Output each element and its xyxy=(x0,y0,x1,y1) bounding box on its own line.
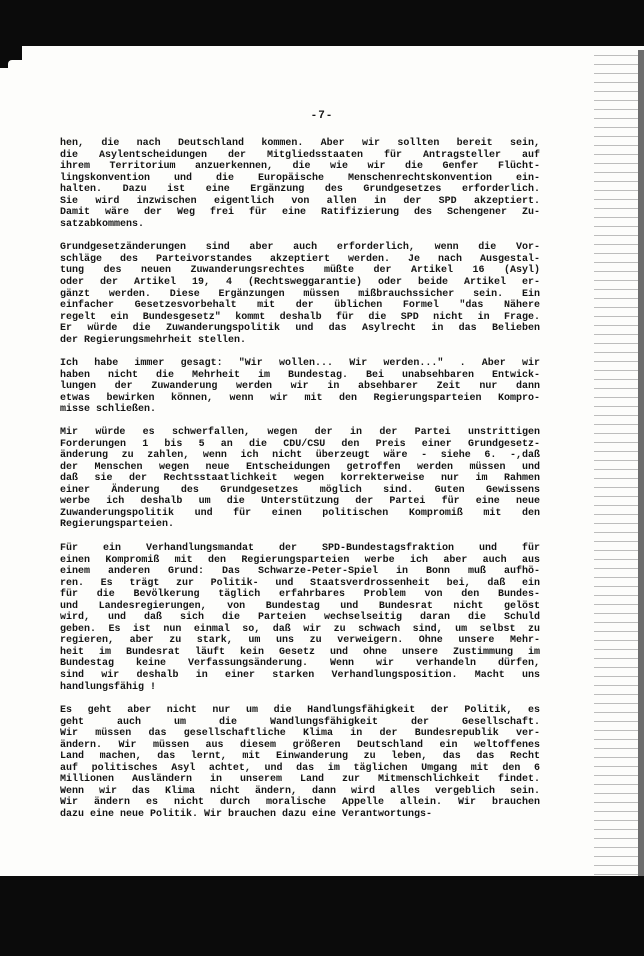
text-line: halten. Dazu ist eine Ergänzung des Grundgesetzes erforderlich. xyxy=(60,184,540,196)
text-line: lungen der Zuwanderung werden wir in absehbarer Zeit nur dann xyxy=(60,381,540,393)
text-line: Grundgesetzänderungen sind aber auch erforderlich, wenn die Vor- xyxy=(60,242,540,254)
scan-corner-mark xyxy=(0,46,22,68)
text-line: Bundestag keine Verfassungsänderung. Wenn wir verhandeln dürfen, xyxy=(60,658,540,670)
paragraph xyxy=(60,138,540,230)
text-line: sind wir deshalb in einer starken Verhandlungsposition. Macht uns xyxy=(60,669,540,681)
text-line: änderung zu zahlen, wenn ich nicht überzeugt wäre - siehe 6. -,daß xyxy=(60,450,540,462)
text-line: der Regierungsmehrheit stellen. xyxy=(60,334,247,346)
text-line: die Asylentscheidungen der Mitgliedsstaaten für Antragsteller auf xyxy=(60,149,540,161)
text-line: ren. Es trägt zur Politik- und Staatsverdrossenheit bei, daß ein xyxy=(60,577,540,589)
text-line: einer Änderung des Grundgesetzes möglich sind. Guten Gewissens xyxy=(60,484,540,496)
scan-top-border xyxy=(0,0,644,46)
page-number: -7- xyxy=(310,110,334,122)
text-line: Zuwanderungspolitik und für einen politischen Kompromiß mit den xyxy=(60,507,540,519)
text-line: einfacher Gesetzesvorbehalt mit der üblichen Formel "das Nähere xyxy=(60,300,540,312)
text-line: haben nicht die Mehrheit im Bundestag. Bei unabsehbaren Entwick- xyxy=(60,369,540,381)
paragraph xyxy=(60,358,540,416)
text-line: heit im Bundesrat läuft kein Gesetz und ohne unsere Zustimmung im xyxy=(60,646,540,658)
text-line: geht auch um die Wandlungsfähigkeit der Gesellschaft. xyxy=(60,716,540,728)
text-line: dazu eine neue Politik. Wir brauchen dazu eine Verantwortungs- xyxy=(60,808,433,820)
text-line: Wir müssen das gesellschaftliche Klima in der Bundesrepublik ver- xyxy=(60,728,540,740)
text-line: gänzt werden. Diese Ergänzungen müssen mißbrauchssicher sein. Ein xyxy=(60,288,540,300)
paragraph xyxy=(60,242,540,346)
text-line: daß sie der Rechtsstaatlichkeit wegen korrekterweise nur im Rahmen xyxy=(60,473,540,485)
text-line: der Menschen wegen neue Entscheidungen getroffen werden müssen und xyxy=(60,461,540,473)
text-line: regieren, aber zu stark, um uns zu verweigern. Ohne unsere Mehr- xyxy=(60,635,540,647)
text-line: werbe ich deshalb um die Unterstützung der Partei für eine neue xyxy=(60,496,540,508)
scan-right-edge xyxy=(594,50,644,876)
text-line: Damit wäre der Weg frei für eine Ratifizierung des Schengener Zu- xyxy=(60,207,540,219)
text-line: Sie wird inzwischen eigentlich von allen in der SPD akzeptiert. xyxy=(60,195,540,207)
text-line: schläge des Parteivorstandes akzeptiert werden. Je nach Ausgestal- xyxy=(60,253,540,265)
text-line: regelt ein Bundesgesetz" kommt deshalb für die SPD nicht in Frage. xyxy=(60,311,540,323)
text-line: Millionen Ausländern in unserem Land zur Mitmenschlichkeit findet. xyxy=(60,774,540,786)
text-line: Für ein Verhandlungsmandat der SPD-Bundestagsfraktion und für xyxy=(60,542,540,554)
text-line: Wenn wir das Klima nicht ändern, dann wird alles vergeblich sein. xyxy=(60,785,540,797)
text-line: Ich habe immer gesagt: "Wir wollen... Wir werden..." . Aber wir xyxy=(60,358,540,370)
text-line: geben. Es ist nun einmal so, daß wir zu schwach sind, um selbst zu xyxy=(60,623,540,635)
text-line: für die Bevölkerung täglich erfahrbares Problem von den Bundes- xyxy=(60,589,540,601)
text-line: einen Kompromiß mit den Regierungsparteien werbe ich aber auch aus xyxy=(60,554,540,566)
paragraph xyxy=(60,705,540,820)
text-line: misse schließen. xyxy=(60,404,157,416)
paragraph xyxy=(60,427,540,531)
scan-bottom-border xyxy=(0,876,644,956)
text-line: und Landesregierungen, von Bundestag und Bundesrat nicht gelöst xyxy=(60,600,540,612)
text-line: auf politisches Asyl achtet, und das im täglichen Umgang mit den 6 xyxy=(60,762,540,774)
text-line: Land machen, das lernt, mit Einwanderung zu leben, das das Recht xyxy=(60,751,540,763)
text-line: Wir ändern es nicht durch moralische Appelle allein. Wir brauchen xyxy=(60,797,540,809)
text-line: ihrem Territorium anzuerkennen, die wie wir die Genfer Flücht- xyxy=(60,161,540,173)
text-line: einem anderen Grund: Das Schwarze-Peter-Spiel in Bonn muß aufhö- xyxy=(60,566,540,578)
text-line: handlungsfähig ! xyxy=(60,681,157,693)
text-line: Er würde die Zuwanderungspolitik und das Asylrecht in das Belieben xyxy=(60,323,540,335)
text-line: lingskonvention und die Europäische Menschenrechtskonvention ein- xyxy=(60,172,540,184)
document-body xyxy=(60,138,540,821)
text-line: ändern. Wir müssen aus diesem größeren Deutschland ein weltoffenes xyxy=(60,739,540,751)
text-line: satzabkommens. xyxy=(60,218,145,230)
text-line: etwas bewirken können, wenn wir mit den Regierungsparteien Kompro- xyxy=(60,392,540,404)
text-line: Regierungsparteien. xyxy=(60,519,175,531)
text-line: tung des neuen Zuwanderungsrechtes müßte der Artikel 16 (Asyl) xyxy=(60,265,540,277)
text-line: hen, die nach Deutschland kommen. Aber wir sollten bereit sein, xyxy=(60,138,540,149)
paragraph xyxy=(60,543,540,693)
text-line: Forderungen 1 bis 5 an die CDU/CSU den Preis einer Grundgesetz- xyxy=(60,438,540,450)
text-line: Es geht aber nicht nur um die Handlungsfähigkeit der Politik, es xyxy=(60,705,540,717)
text-line: Mir würde es schwerfallen, wegen der in der Partei unstrittigen xyxy=(60,427,540,439)
text-line: oder der Artikel 19, 4 (Rechtsweggarantie) oder beide Artikel er- xyxy=(60,277,540,289)
text-line: wird, und daß sich die Parteien wechselseitig daran die Schuld xyxy=(60,612,540,624)
